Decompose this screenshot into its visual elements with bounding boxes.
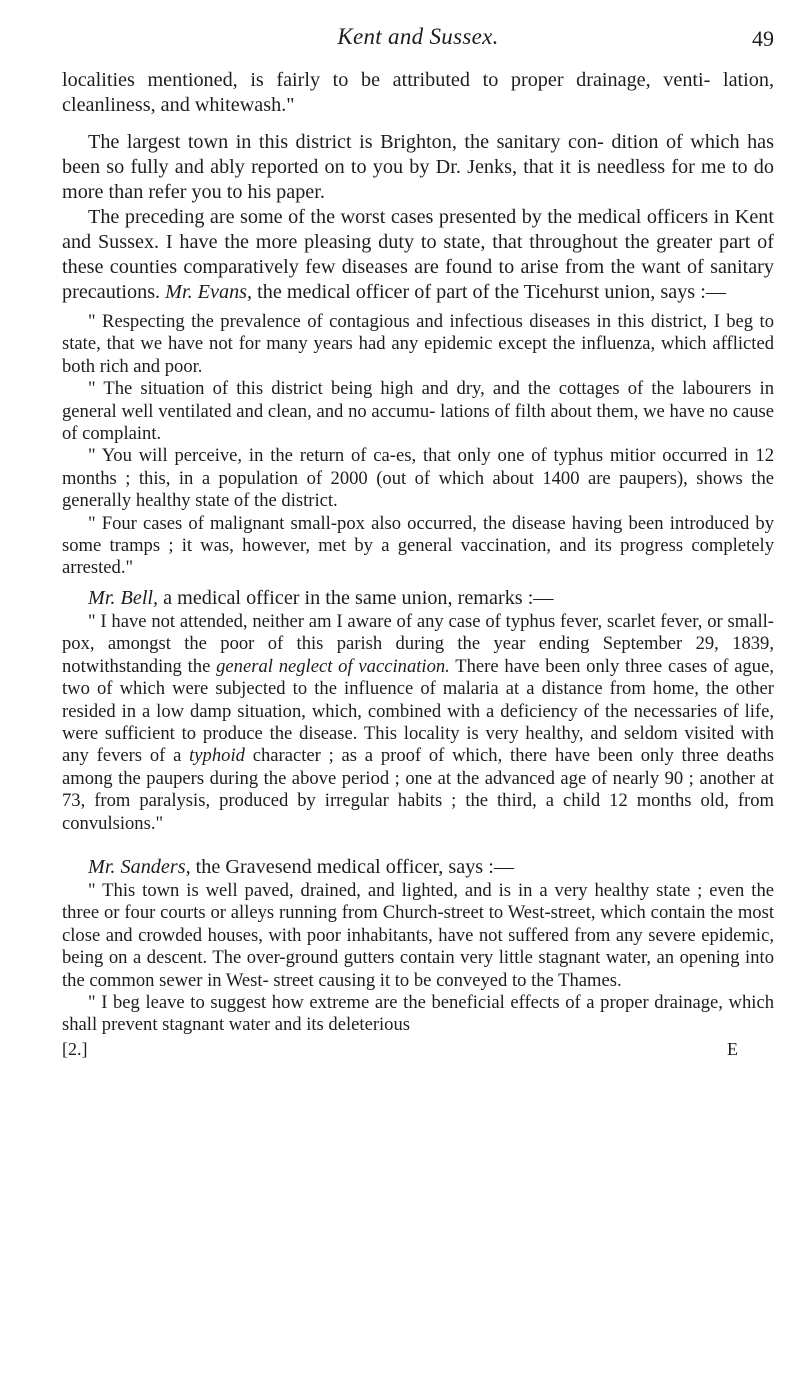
paragraph-bell-intro — [62, 586, 774, 611]
officer-name-evans: Mr. Evans, — [165, 281, 253, 303]
quote-paragraph-drainage: " I beg leave to suggest how extreme are the beneficial effects of a proper drainage, which shall prevent stagnant water and its deleterious — [62, 991, 774, 1036]
page-header — [62, 20, 774, 68]
quote-paragraph-bell — [62, 611, 774, 835]
quote-paragraph-typhus: " You will perceive, in the return of ca-es, that only one of typhus mitior occurred in 12 months ; this, in a population of 2000 (out of which about 1400 are paupers), shows the generally healthy state of the district. — [62, 445, 774, 512]
quote-paragraph-small-pox: " Four cases of malignant small-pox also occurred, the disease having been introduced by some tramps ; it was, however, met by a general vaccination, and its progress completely arrested." — [62, 512, 774, 579]
paragraph-sanders-intro — [62, 855, 774, 880]
paragraph-text: There have been only three cases of ague, two of which were subjected to the influence of malaria at a distance from home, the other resided in a low damp situation, which, combined with a deficiency of the necessaries of life, were sufficient to produce the disease. This locality is very healthy, and seldom visited with any fevers of a — [62, 655, 775, 767]
signature-mark: [2.] — [62, 1038, 88, 1059]
quote-paragraph-gravesend: " This town is well paved, drained, and lighted, and is in a very healthy state ; even the three or four courts or alleys running from Church-street to West-street, which contain the most close and crowded houses, with poor inhabitants, have not suffered from any severe epidemic, being on a descent. The over-ground gutters contain very little stagnant water, an opening into the common sewer in West- street causing it to be conveyed to the Thames. — [62, 879, 774, 991]
paragraph-text: a medical officer in the same union, remarks :— — [158, 586, 554, 609]
italic-word: typhoid — [189, 745, 245, 767]
book-page — [62, 20, 774, 1065]
quote-paragraph-contagious: " Respecting the prevalence of contagious and infectious diseases in this district, I beg to state, that we have not for many years had any epidemic except the influenza, which afflicted both rich and poor. — [62, 311, 774, 377]
paragraph-brighton: The largest town in this district is Brighton, the sanitary con- dition of which has been so fully and ably reported on to you by Dr. Jenks, that it is needless for me to do more than refer you to his paper. — [62, 131, 774, 203]
officer-name-bell: Mr. Bell, — [88, 586, 159, 609]
paragraph-text: the Gravesend medical officer, says :— — [190, 855, 515, 878]
running-head: Kent and Sussex. — [337, 24, 499, 49]
paragraph-continuation: localities mentioned, is fairly to be attributed to proper drainage, venti- lation, cleanliness, and whitewash." — [62, 69, 774, 116]
page-footer — [62, 1039, 774, 1065]
catchword: E — [727, 1038, 738, 1059]
italic-phrase: general neglect of vaccination. — [216, 655, 450, 677]
paragraph-text: " I have not attended, neither am I aware of any case of typhus fever, scarlet fever, or small-pox, amongst the poor of this parish during the year ending September 29, 1839, notwithstanding the — [62, 610, 774, 677]
paragraph-text: character ; as a proof of which, there have been only three deaths among the paupers during the above period ; one at the advanced age of nearly 90 ; another at 73, from paralysis, produced by irregular habits ; the third, a child 12 months old, from convulsions." — [62, 745, 774, 834]
page-number: 49 — [752, 26, 774, 51]
paragraph-text: the medical officer of part of the Ticehurst union, says :— — [252, 281, 727, 303]
paragraph-preceding-cases — [62, 205, 774, 305]
quote-paragraph-situation: " The situation of this district being high and dry, and the cottages of the labourers in general well ventilated and clean, and no accumu- lations of filth about them, we have no cause of complaint. — [62, 378, 774, 445]
paragraph-text: The preceding are some of the worst cases presented by the medical officers in Kent and Sussex. I have the more pleasing duty to state, that throughout the greater part of these counties comparatively few diseases are found to arise from the want of sanitary precautions. — [62, 206, 774, 303]
officer-name-sanders: Mr. Sanders, — [88, 855, 191, 878]
